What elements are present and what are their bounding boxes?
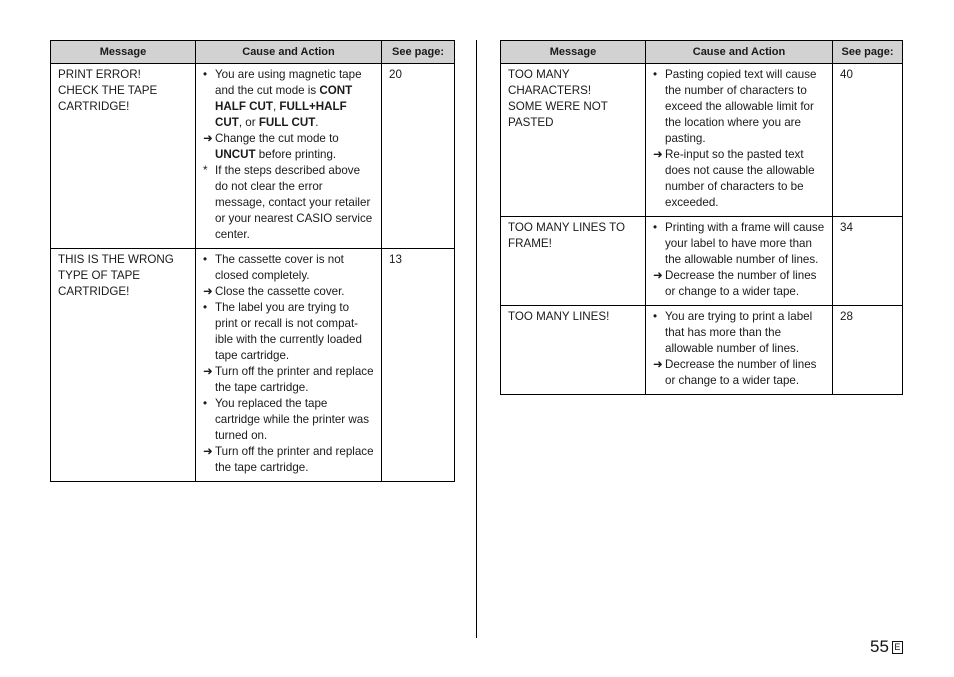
cause-action-text: Decrease the number of lines or change to a wider tape.: [665, 358, 817, 387]
table-row: [51, 64, 455, 249]
header-message: Message: [51, 41, 196, 64]
bullet-icon: •: [203, 301, 208, 314]
error-message: TOO MANY LINES TO FRAME!: [501, 217, 646, 306]
error-table-left: [50, 40, 455, 482]
header-see-page: See page:: [382, 41, 455, 64]
cause-action-text: If the steps described above do not clear the error message, contact your retailer or your nearest CASIO service center.: [215, 164, 373, 241]
bullet-icon: •: [653, 68, 658, 81]
header-cause-action: Cause and Action: [196, 41, 382, 64]
see-page: 20: [382, 64, 455, 249]
cause-action-line: [203, 131, 374, 163]
bullet-icon: •: [653, 221, 658, 234]
table-row: [51, 249, 455, 482]
table-row: [501, 217, 903, 306]
cause-action-line: [653, 67, 825, 147]
cause-action: [646, 217, 833, 306]
bullet-icon: •: [203, 397, 208, 410]
arrow-icon: ➜: [203, 132, 213, 145]
cause-action: [196, 64, 382, 249]
cause-action-text: Turn off the printer and replace the tape cartridge.: [215, 365, 374, 394]
arrow-icon: ➜: [653, 148, 663, 161]
error-message: PRINT ERROR! CHECK THE TAPE CARTRIDGE!: [51, 64, 196, 249]
bullet-icon: •: [653, 310, 658, 323]
page-number-text: 55: [870, 637, 889, 656]
table-header-row: [501, 41, 903, 64]
cause-action-line: [653, 357, 825, 389]
cause-action: [646, 64, 833, 217]
cause-action-text: The label you are trying to print or recall is not compat-ible with the currently loaded tape cartridge.: [215, 301, 362, 362]
see-page: 28: [833, 306, 903, 395]
cause-action-line: [653, 268, 825, 300]
cause-action-line: [203, 396, 374, 444]
cause-action-line: [653, 220, 825, 268]
bullet-icon: •: [203, 253, 208, 266]
cause-action-text: You are trying to print a label that has more than the allowable number of lines.: [665, 310, 813, 355]
cause-action-text: You are using magnetic tape and the cut mode is CONT HALF CUT, FULL+HALF CUT, or FULL CUT.: [215, 68, 362, 129]
error-message: TOO MANY LINES!: [501, 306, 646, 395]
arrow-icon: ➜: [203, 285, 213, 298]
cause-action-text: The cassette cover is not closed completely.: [215, 253, 344, 282]
table-row: [501, 64, 903, 217]
column-divider: [476, 40, 477, 638]
cause-action-text: Re-input so the pasted text does not cause the allowable number of characters to be exceeded.: [665, 148, 815, 209]
cause-action-line: [203, 364, 374, 396]
error-message: THIS IS THE WRONG TYPE OF TAPE CARTRIDGE!: [51, 249, 196, 482]
cause-action-text: Pasting copied text will cause the number of characters to exceed the allowable limit for the location where you are pasting.: [665, 68, 817, 145]
cause-action-line: [653, 147, 825, 211]
cause-action-line: [653, 309, 825, 357]
see-page: 34: [833, 217, 903, 306]
table-header-row: [51, 41, 455, 64]
error-table-right: [500, 40, 903, 395]
language-mark: E: [892, 641, 903, 654]
header-cause-action: Cause and Action: [646, 41, 833, 64]
arrow-icon: ➜: [203, 445, 213, 458]
cause-action-text: You replaced the tape cartridge while the printer was turned on.: [215, 397, 370, 442]
cause-action-text: Close the cassette cover.: [215, 285, 345, 298]
cause-action-line: [203, 67, 374, 131]
cause-action-text: Decrease the number of lines or change to a wider tape.: [665, 269, 817, 298]
arrow-icon: ➜: [203, 365, 213, 378]
table-row: [501, 306, 903, 395]
page-number: [870, 636, 903, 658]
cause-action-line: [203, 252, 374, 284]
asterisk-icon: *: [203, 164, 208, 177]
cause-action: [196, 249, 382, 482]
see-page: 13: [382, 249, 455, 482]
header-message: Message: [501, 41, 646, 64]
header-see-page: See page:: [833, 41, 903, 64]
cause-action-text: Printing with a frame will cause your label to have more than the allowable number of lines.: [665, 221, 825, 266]
bullet-icon: •: [203, 68, 208, 81]
error-message: TOO MANY CHARACTERS! SOME WERE NOT PASTED: [501, 64, 646, 217]
cause-action-line: [203, 300, 374, 364]
cause-action-line: [203, 444, 374, 476]
cause-action-line: [203, 163, 374, 243]
cause-action: [646, 306, 833, 395]
cause-action-line: [203, 284, 374, 300]
cause-action-text: Turn off the printer and replace the tape cartridge.: [215, 445, 374, 474]
cause-action-text: Change the cut mode to UNCUT before printing.: [215, 132, 339, 161]
see-page: 40: [833, 64, 903, 217]
arrow-icon: ➜: [653, 269, 663, 282]
arrow-icon: ➜: [653, 358, 663, 371]
